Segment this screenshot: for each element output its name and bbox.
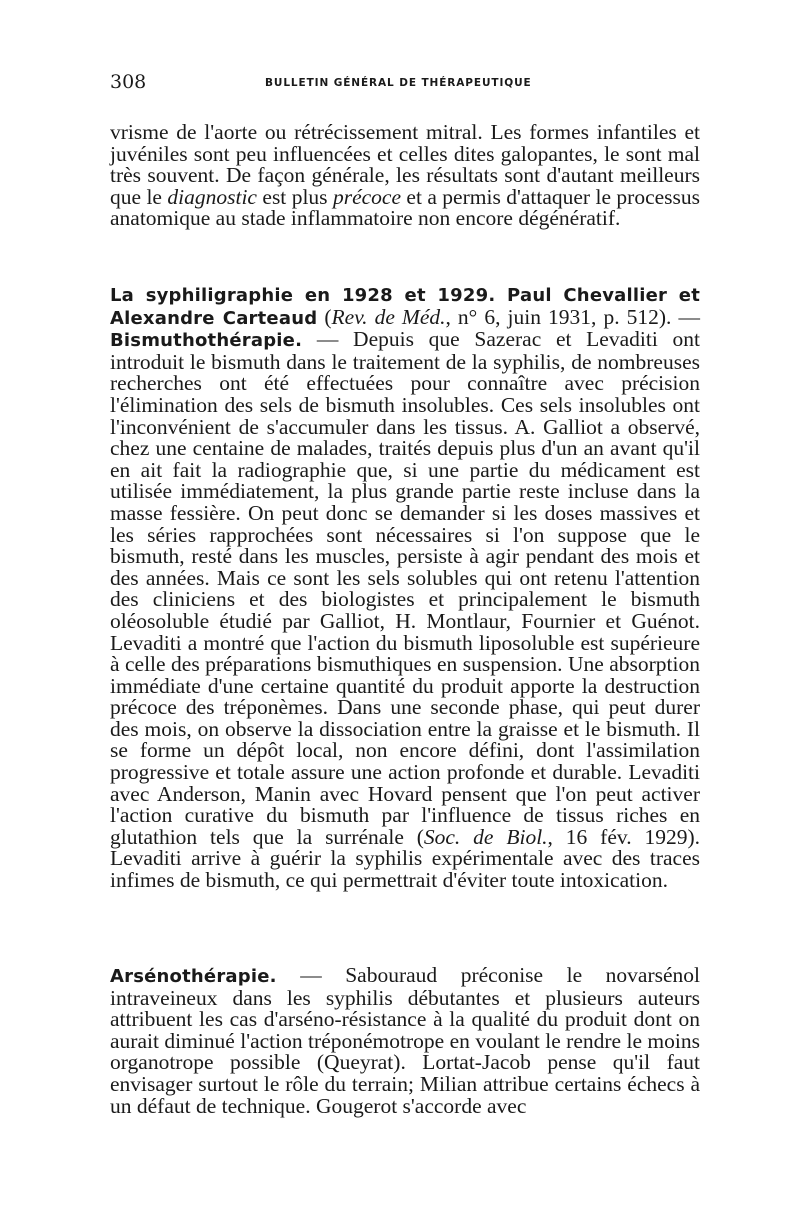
subheading-bismuthotherapie: Bismuthothérapie. [110, 330, 303, 352]
running-header [110, 70, 700, 94]
section-syphiligraphie [110, 284, 700, 892]
paragraph-prognosis [110, 122, 700, 230]
citation-journal: Rev. de Méd. [331, 304, 446, 329]
citation-details: , n° 6, juin 1931, p. 512). — [445, 304, 700, 329]
italic-reference: Soc. de Biol. [423, 824, 548, 849]
paragraph-2-text: La syphiligraphie en 1928 et 1929. Paul Chevallier et Alexandre Carteaud (Rev. de Méd., n° 6, juin 1931, p. 512). — Bismuthothérapie. — Depuis que Sazerac et Levaditi ont introduit le bismuth dans le traitement de la syphilis, de nombreuses recherches ont été effectuées pour connaître avec précision l'élimination des sels de bismuth insolubles. Ces sels insolubles ont l'inconvénient de s'accumuler dans les tissus. A. Galliot a observé, chez une centaine de malades, traités depuis plus d'un an avant qu'il en ait fait la radiographie que, si une partie du médicament est utilisée immédiatement, la plus grande partie reste incluse dans la masse fessière. On peut donc se demander si les doses massives et les séries rapprochées sont nécessaires si l'on suppose que le bismuth, resté dans les muscles, persiste à agir pendant des mois et des années. Mais ce sont les sels solubles qui ont retenu l'attention des cliniciens et des biologistes et principalement le bismuth oléosoluble étudié par Galliot, H. Montlaur, Fournier et Guénot. Levaditi a montré que l'action du bismuth liposoluble est supérieure à celle des préparations bismuthiques en suspension. Une absorption immédiate d'une certaine quantité du produit apporte la destruction précoce des tréponèmes. Dans une seconde phase, qui peut durer des mois, on observe la dissociation entre la graisse et le bismuth. Il se forme un dépôt local, non encore défini, dont l'assimilation progressive et totale assure une action profonde et durable. Levaditi avec Anderson, Manin avec Hovard pensent que l'on peut activer l'action curative du bismuth par l'influence de tissus riches en glutathion tels que la surrénale (Soc. de Biol., 16 fév. 1929). Levaditi arrive à guérir la syphilis expérimentale avec des traces infimes de bismuth, ce qui permettrait d'éviter toute intoxication. [110, 285, 700, 893]
paragraph-1-text: vrisme de l'aorte ou rétrécissement mitral. Les formes infantiles et juvéniles sont peu influencées et celles dites galopantes, le sont mal très souvent. De façon générale, les résultats sont d'autant meilleurs que le diagnostic est plus précoce et a permis d'attaquer le processus anatomique au stade inflammatoire non encore dégénératif. [110, 120, 701, 231]
subheading-arsenotherapie: Arsénothérapie. [110, 966, 277, 987]
italic-diagnostic: diagnostic [167, 184, 257, 209]
page-number: 308 [110, 71, 147, 93]
article-heading: La syphiligraphie en 1928 et 1929. Paul Chevallier et Alexandre Carteaud [110, 285, 700, 329]
paragraph-3-text: Arsénothérapie. — Sabouraud préconise le novarsénol intraveineux dans les syphilis débutantes et plusieurs auteurs attribuent les cas d'arséno-résistance à la qualité du produit dont on aurait diminué l'action tréponémotrope en voulant le rendre le moins organotrope possible (Queyrat). Lortat-Jacob pense qu'il faut envisager surtout le rôle du terrain; Milian attribue certains échecs à un défaut de technique. Gougerot s'accorde avec [110, 963, 700, 1118]
italic-precoce: précoce [332, 184, 401, 209]
section-arsenotherapie [110, 965, 700, 1117]
journal-title: BULLETIN GÉNÉRAL DE THÉRAPEUTIQUE [265, 77, 532, 89]
